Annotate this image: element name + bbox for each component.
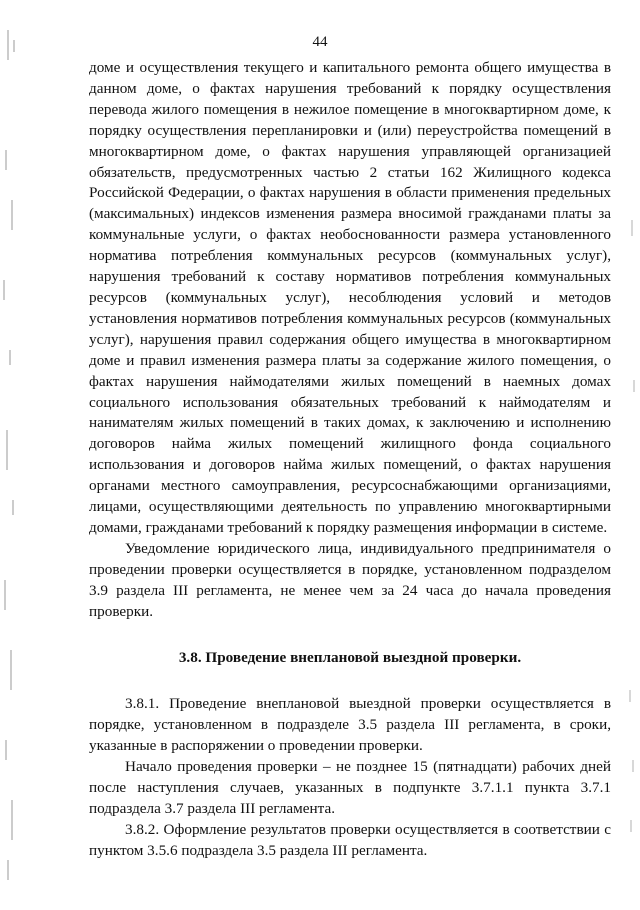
- scan-margin-marks-right: [616, 0, 640, 905]
- paragraph-notification: Уведомление юридического лица, индивидуального предпринимателя о проведении проверки осуществляется в порядке, установленном подразделом 3.9 раздела III регламента, не менее чем за 24 часа до начала проведения проверки.: [89, 539, 611, 620]
- section-heading: 3.8. Проведение внеплановой выездной проверки.: [178, 649, 522, 667]
- page-number: 44: [312, 34, 328, 50]
- paragraph-start-of-inspection: Начало проведения проверки – не позднее 15 (пятнадцати) рабочих дней после наступления случаев, указанных в подпункте 3.7.1.1 пункта 3.7.1 подраздела 3.7 раздела III регламента.: [89, 758, 611, 817]
- scan-margin-marks-left: [0, 0, 40, 905]
- document-body: [89, 58, 611, 862]
- paragraph-violations-list: доме и осуществления текущего и капитального ремонта общего имущества в данном доме, о фактах нарушения требований к порядку осуществления перевода жилого помещения в нежилое помещение в многоквартирном доме, к порядку осуществления перепланировки и (или) переустройства помещений в многоквартирном доме, о фактах нарушения управляющей организацией обязательств, предусмотренных частью 2 статьи 162 Жилищного кодекса Российской Федерации, о фактах нарушения в области применения предельных (максимальных) индексов изменения размера вносимой гражданами платы за коммунальные услуги, о фактах необоснованности размера установленного норматива потребления коммунальных ресурсов (коммунальных услуг), нарушения требований к составу нормативов потребления коммунальных ресурсов (коммунальных услуг), несоблюдения условий и методов установления нормативов потребления коммунальных ресурсов (коммунальных услуг), нарушения правил содержания общего имущества в многоквартирном доме и правил изменения размера платы за содержание жилого помещения, о фактах нарушения наймодателями жилых помещений в наемных домах социального использования обязательных требований к наймодателям и нанимателям жилых помещений в таких домах, к заключению и исполнению договоров найма жилых помещений жилищного фонда социального использования и договоров найма жилых помещений, о фактах нарушения органами местного самоуправления, ресурсоснабжающими организациями, лицами, осуществляющими деятельность по управлению многоквартирными домами, гражданами требований к порядку размещения информации в системе.: [89, 59, 611, 536]
- paragraph-3-8-1: 3.8.1. Проведение внеплановой выездной проверки осуществляется в порядке, установленном в подразделе 3.5 раздела III регламента, в сроки, указанные в распоряжении о проведении проверки.: [89, 695, 611, 755]
- paragraph-3-8-2: 3.8.2. Оформление результатов проверки осуществляется в соответствии с пунктом 3.5.6 подраздела 3.5 раздела III регламента.: [89, 820, 611, 859]
